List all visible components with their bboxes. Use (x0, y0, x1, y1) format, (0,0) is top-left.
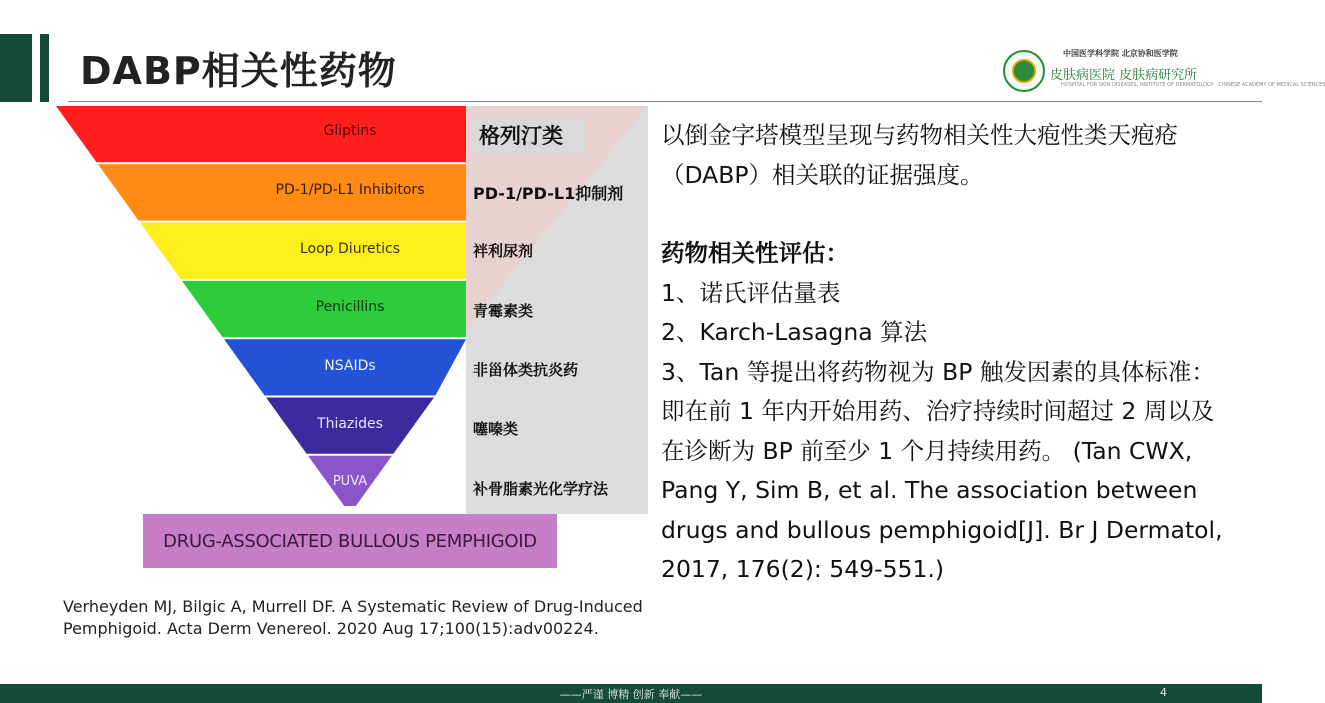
inverted-pyramid (0, 0, 660, 520)
tier-en-label: PD-1/PD-L1 Inhibitors (275, 182, 425, 198)
hospital-logo (1003, 48, 1325, 94)
hospital-seal-icon (1003, 50, 1045, 92)
evaluation-heading: 药物相关性评估： (661, 239, 849, 267)
page-title: DABP相关性药物 (80, 49, 397, 93)
evaluation-item-2: 2、Karch-Lasagna 算法 (661, 318, 928, 346)
tier-en-label: NSAIDs (324, 358, 376, 374)
tier-cn-label: PD-1/PD-L1抑制剂 (473, 184, 624, 203)
evaluation-item-3: 3、Tan 等提出将药物视为 BP 触发因素的具体标准：即在前 1 年内开始用药、治疗持续时间超过 2 周以及在诊断为 BP 前至少 1 个月持续用药。 (Tan CWX, Pang Y, Sim B, et al. The association between drugs and bullous pemphigoid[J]. Br J Dermatol, 2017, 176(2): 549-551.) (661, 357, 1223, 583)
tier-en-label: Penicillins (315, 299, 385, 315)
page-number: 4 (1160, 686, 1167, 699)
tier-en-label: Gliptins (323, 123, 377, 139)
footer-motto: ——严谨 博精 创新 奉献—— (559, 688, 703, 701)
tier-en-label: Loop Diuretics (300, 241, 400, 257)
tier-cn-label: 补骨脂素光化学疗法 (473, 480, 609, 498)
figure-citation: Verheyden MJ, Bilgic A, Murrell DF. A Systematic Review of Drug-Induced Pemphigoid. Acta Derm Venereol. 2020 Aug 17;100(15):adv00224. (63, 597, 643, 638)
evaluation-item-1: 1、诺氏评估量表 (661, 278, 841, 307)
logo-academy-text: 中国医学科学院 北京协和医学院 (1063, 49, 1178, 58)
pyramid-base-label: DRUG-ASSOCIATED BULLOUS PEMPHIGOID (143, 514, 557, 568)
logo-hospital-name: 皮肤病医院 皮肤病研究所 (1050, 68, 1198, 83)
tier-cn-label: 噻嗪类 (473, 420, 519, 438)
intro-paragraph: 以倒金字塔模型呈现与药物相关性大疱性类天疱疮（DABP）相关联的证据强度。 (661, 121, 1178, 189)
tier-cn-label: 格列汀类 (471, 118, 586, 154)
tier-cn-label: 非甾体类抗炎药 (473, 361, 579, 379)
logo-english-text: HOSPITAL FOR SKIN DISEASES, INSTITUTE OF DERMATOLOGY · CHINESE ACADEMY OF MEDICAL SCIENCES (1061, 82, 1325, 88)
tier-en-label: Thiazides (317, 416, 383, 432)
pyramid-tier (56, 106, 466, 162)
tier-cn-label: 袢利尿剂 (473, 242, 534, 260)
footer-bar (0, 684, 1262, 703)
tier-cn-label: 青霉素类 (473, 302, 534, 320)
tier-en-label: PUVA (332, 474, 368, 489)
right-text-block (661, 116, 1231, 590)
